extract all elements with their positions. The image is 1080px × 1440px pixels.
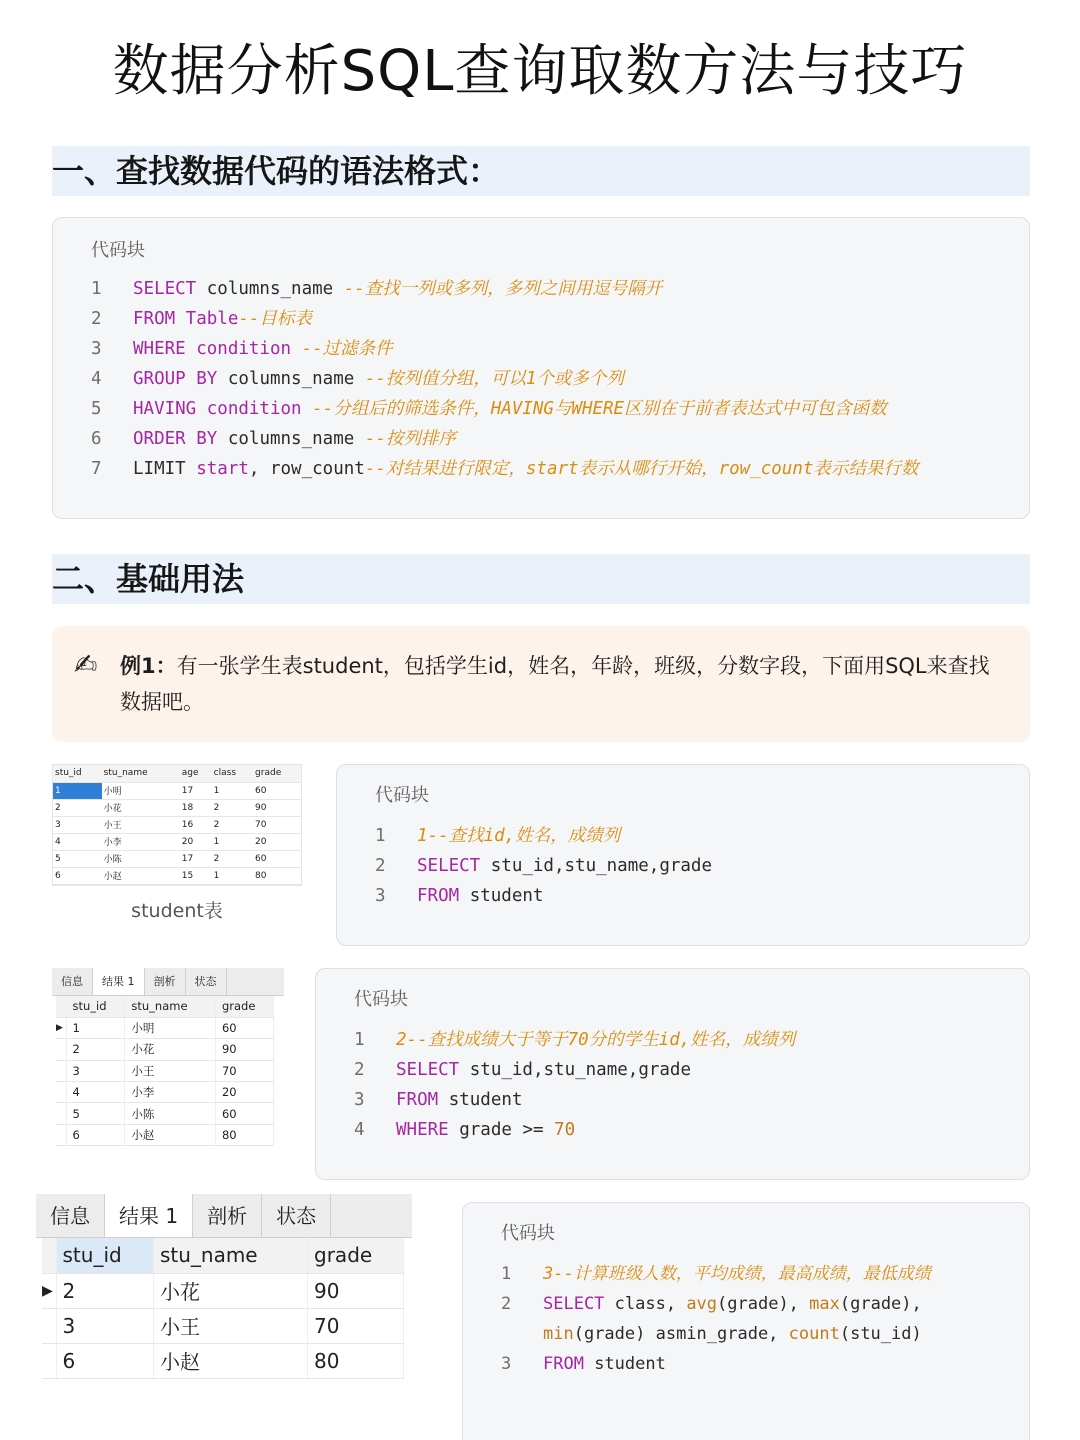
table-cell: 3: [53, 816, 102, 833]
code-token: SELECT: [133, 279, 197, 299]
row-marker: [56, 1060, 66, 1081]
table-cell: 小花: [102, 799, 180, 816]
table-cell: 3: [56, 1308, 153, 1343]
code-lines: [501, 1259, 931, 1379]
table-row[interactable]: [56, 1103, 274, 1124]
current-row-arrow-icon: ▶: [56, 1017, 66, 1038]
code-line: [91, 274, 918, 304]
code-token: --对结果进行限定，start表示从哪行开始，row_count表示结果行数: [364, 459, 919, 479]
code-token: student: [583, 1354, 666, 1374]
code-token: GROUP BY: [133, 369, 218, 389]
table-cell: 6: [53, 867, 102, 884]
example-note: [52, 626, 1030, 742]
column-header: grade: [308, 1238, 404, 1273]
code-token: WHERE condition: [133, 339, 302, 359]
table-cell: 5: [66, 1103, 125, 1124]
code-lines: [91, 274, 918, 484]
table-cell: 1: [212, 867, 253, 884]
table-row[interactable]: [56, 1017, 274, 1038]
table-cell: 80: [215, 1124, 273, 1145]
table-cell: 小李: [125, 1082, 216, 1103]
code-block-label: 代码块: [375, 785, 429, 806]
line-number: 7: [91, 459, 102, 479]
code-line: [354, 1055, 795, 1085]
table-cell: 16: [180, 816, 212, 833]
code-token: FROM: [543, 1354, 584, 1374]
table-cell: 2: [66, 1039, 125, 1060]
query-result-1-screenshot: [52, 968, 284, 1156]
code-token: (grade),: [839, 1294, 922, 1314]
code-block-label: 代码块: [91, 240, 145, 261]
line-number: 1: [501, 1264, 512, 1284]
table-row[interactable]: [53, 799, 301, 816]
table-row[interactable]: [53, 833, 301, 850]
code-token: --查找一列或多列，多列之间用逗号隔开: [343, 279, 663, 299]
code-token: 3--计算班级人数，平均成绩，最高成绩，最低成绩: [543, 1264, 931, 1284]
example-label: 例1：: [120, 654, 177, 678]
line-number: 2: [91, 309, 102, 329]
code-token: --按列排序: [364, 429, 456, 449]
table-cell: 小李: [102, 833, 180, 850]
table-cell: 17: [180, 850, 212, 867]
table-row[interactable]: [56, 1060, 274, 1081]
table-cell: 90: [308, 1273, 404, 1308]
code-lines: [375, 821, 712, 911]
column-header: stu_id: [56, 1238, 153, 1273]
code-token: FROM: [417, 886, 460, 906]
row-marker: [56, 1124, 66, 1145]
student-table-screenshot: [52, 764, 302, 886]
code-token: 1--查找id,姓名，成绩列: [417, 826, 621, 846]
line-number: 6: [91, 429, 102, 449]
section-heading-syntax: 一、查找数据代码的语法格式：: [52, 146, 1030, 196]
line-number: 4: [354, 1120, 365, 1140]
code-token: --分组后的筛选条件，HAVING与WHERE区别在于前者表达式中可包含函数: [312, 399, 887, 419]
code-token: FROM: [396, 1090, 439, 1110]
table-cell: 小王: [102, 816, 180, 833]
example-description: 有一张学生表student，包括学生id，姓名，年龄，班级，分数字段，下面用SQL来查找数据吧。: [120, 654, 990, 714]
result-tab[interactable]: 剖析: [145, 968, 186, 995]
code-token: student: [438, 1090, 523, 1110]
code-line: [375, 851, 712, 881]
code-token: ORDER BY: [133, 429, 218, 449]
code-line: [501, 1289, 931, 1319]
code-token: LIMIT: [133, 459, 197, 479]
column-header: stu_id: [53, 765, 102, 782]
current-row-arrow-icon: ▶: [42, 1273, 56, 1308]
line-number: 1: [375, 826, 386, 846]
column-header: stu_name: [153, 1238, 307, 1273]
code-token: WHERE: [396, 1120, 449, 1140]
code-token: columns_name: [217, 369, 365, 389]
code-token: --目标表: [238, 309, 312, 329]
table-cell: 1: [53, 782, 102, 799]
code-token: columns_name: [196, 279, 344, 299]
code-line: [91, 454, 918, 484]
row-marker-header: [56, 996, 66, 1017]
table-cell: 80: [308, 1343, 404, 1378]
code-line: [91, 364, 918, 394]
result-tab[interactable]: 结果 1: [93, 968, 145, 995]
code-token: SELECT: [417, 856, 481, 876]
code-block-label: 代码块: [501, 1223, 555, 1244]
column-header: grade: [215, 996, 273, 1017]
column-header: class: [212, 765, 253, 782]
table-cell: 小赵: [125, 1124, 216, 1145]
code-token: 2--查找成绩大于等于70分的学生id,姓名，成绩列: [396, 1030, 796, 1050]
code-token: stu_id,stu_name,grade: [480, 856, 713, 876]
code-line: [91, 334, 918, 364]
code-token: SELECT: [396, 1060, 460, 1080]
column-header: grade: [253, 765, 301, 782]
code-token: --过滤条件: [301, 339, 393, 359]
table-cell: 20: [215, 1082, 273, 1103]
student-table-caption: student表: [131, 900, 223, 922]
table-cell: 20: [253, 833, 301, 850]
code-token: (stu_id): [839, 1324, 922, 1344]
table-cell: 18: [180, 799, 212, 816]
result-tabs: [52, 968, 284, 996]
table-cell: 15: [180, 867, 212, 884]
code-token: start: [196, 459, 249, 479]
code-token: FROM Table: [133, 309, 239, 329]
table-cell: 60: [253, 782, 301, 799]
column-header: stu_name: [102, 765, 180, 782]
line-number: 1: [91, 279, 102, 299]
table-row[interactable]: [56, 1082, 274, 1103]
line-number: 3: [375, 886, 386, 906]
line-number: 5: [91, 399, 102, 419]
table-row[interactable]: [42, 1273, 404, 1308]
code-token: avg: [686, 1294, 718, 1314]
row-marker: [56, 1103, 66, 1124]
row-marker-header: [42, 1238, 56, 1273]
table-row[interactable]: [53, 850, 301, 867]
code-line: [354, 1025, 795, 1055]
line-number: 2: [354, 1060, 365, 1080]
code-token: class,: [604, 1294, 687, 1314]
table-row[interactable]: [53, 867, 301, 884]
table-cell: 3: [66, 1060, 125, 1081]
table-cell: 1: [212, 833, 253, 850]
table-header-row: [56, 996, 274, 1017]
page-title: 数据分析SQL查询取数方法与技巧: [112, 39, 968, 104]
result-tab[interactable]: 状态: [262, 1194, 331, 1237]
code-token: stu_id,stu_name,grade: [459, 1060, 692, 1080]
code-token: HAVING condition: [133, 399, 313, 419]
line-number: [501, 1319, 543, 1349]
result-tab[interactable]: 结果 1: [105, 1194, 193, 1237]
result-tab[interactable]: 状态: [186, 968, 227, 995]
table-cell: 6: [66, 1124, 125, 1145]
table-cell: 60: [215, 1017, 273, 1038]
table-cell: 70: [215, 1060, 273, 1081]
table-cell: 2: [53, 799, 102, 816]
table-cell: 小陈: [125, 1103, 216, 1124]
result-tab[interactable]: 信息: [52, 968, 93, 995]
code-block-query-1[interactable]: [336, 764, 1030, 946]
code-line: [91, 304, 918, 334]
table-cell: 20: [180, 833, 212, 850]
code-token: count: [788, 1324, 840, 1344]
row-marker: [42, 1343, 56, 1378]
row-marker: [56, 1082, 66, 1103]
table-cell: 1: [212, 782, 253, 799]
table-cell: 小王: [125, 1060, 216, 1081]
table-cell: 小王: [153, 1308, 307, 1343]
table-cell: 小明: [102, 782, 180, 799]
table-cell: 4: [53, 833, 102, 850]
column-header: stu_name: [125, 996, 216, 1017]
code-token: --按列值分组，可以1个或多个列: [364, 369, 624, 389]
table-cell: 2: [212, 816, 253, 833]
result-table: [56, 996, 274, 1146]
code-token: (grade) asmin_grade,: [573, 1324, 789, 1344]
line-number: 4: [91, 369, 102, 389]
table-cell: 小花: [153, 1273, 307, 1308]
table-cell: 小陈: [102, 850, 180, 867]
section-heading-basic-usage: 二、基础用法: [52, 554, 1030, 604]
table-cell: 60: [215, 1103, 273, 1124]
table-header-row: [53, 765, 301, 782]
writing-hand-icon: ✍: [74, 648, 98, 681]
code-block-query-3[interactable]: [462, 1202, 1030, 1440]
code-line: [91, 424, 918, 454]
result-tab[interactable]: 信息: [36, 1194, 105, 1237]
student-table: [53, 765, 301, 885]
table-header-row: [42, 1238, 404, 1273]
line-number: 3: [501, 1354, 512, 1374]
code-line: [354, 1115, 795, 1145]
table-cell: 5: [53, 850, 102, 867]
code-token: 70: [554, 1120, 576, 1140]
code-token: grade >=: [448, 1120, 555, 1140]
code-token: max: [809, 1294, 840, 1314]
table-cell: 小赵: [153, 1343, 307, 1378]
code-line: [354, 1085, 795, 1115]
code-token: student: [459, 886, 544, 906]
code-block-syntax[interactable]: [52, 217, 1030, 519]
table-row[interactable]: [53, 816, 301, 833]
table-row[interactable]: [53, 782, 301, 799]
table-row[interactable]: [56, 1039, 274, 1060]
code-line: [375, 881, 712, 911]
result-tabs: [36, 1194, 412, 1238]
code-lines: [354, 1025, 795, 1145]
table-cell: 70: [308, 1308, 404, 1343]
result-tab[interactable]: 剖析: [193, 1194, 262, 1237]
table-cell: 小花: [125, 1039, 216, 1060]
example-note-text: [120, 648, 1010, 720]
table-cell: 90: [215, 1039, 273, 1060]
column-header: stu_id: [66, 996, 125, 1017]
table-cell: 2: [56, 1273, 153, 1308]
result-table: [42, 1238, 404, 1379]
line-number: 2: [501, 1294, 512, 1314]
table-cell: 60: [253, 850, 301, 867]
table-cell: 1: [66, 1017, 125, 1038]
code-token: min: [543, 1324, 574, 1344]
code-line: [375, 821, 712, 851]
table-cell: 90: [253, 799, 301, 816]
column-header: age: [180, 765, 212, 782]
table-cell: 70: [253, 816, 301, 833]
table-cell: 17: [180, 782, 212, 799]
line-number: 1: [354, 1030, 365, 1050]
query-result-2-screenshot: [36, 1194, 412, 1400]
code-token: (grade),: [717, 1294, 810, 1314]
table-cell: 4: [66, 1082, 125, 1103]
table-cell: 6: [56, 1343, 153, 1378]
line-number: 2: [375, 856, 386, 876]
table-row[interactable]: [42, 1343, 404, 1378]
table-cell: 小明: [125, 1017, 216, 1038]
code-token: SELECT: [543, 1294, 605, 1314]
table-row[interactable]: [42, 1308, 404, 1343]
table-cell: 2: [212, 850, 253, 867]
code-block-query-2[interactable]: [315, 968, 1030, 1180]
table-cell: 80: [253, 867, 301, 884]
table-cell: 小赵: [102, 867, 180, 884]
line-number: 3: [354, 1090, 365, 1110]
line-number: 3: [91, 339, 102, 359]
code-token: columns_name: [217, 429, 365, 449]
code-line: [91, 394, 918, 424]
code-line: [501, 1349, 931, 1379]
code-block-label: 代码块: [354, 989, 408, 1010]
table-cell: 2: [212, 799, 253, 816]
code-line: [501, 1319, 931, 1349]
code-token: , row_count: [248, 459, 365, 479]
row-marker: [56, 1039, 66, 1060]
code-line: [501, 1259, 931, 1289]
row-marker: [42, 1308, 56, 1343]
table-row[interactable]: [56, 1124, 274, 1145]
